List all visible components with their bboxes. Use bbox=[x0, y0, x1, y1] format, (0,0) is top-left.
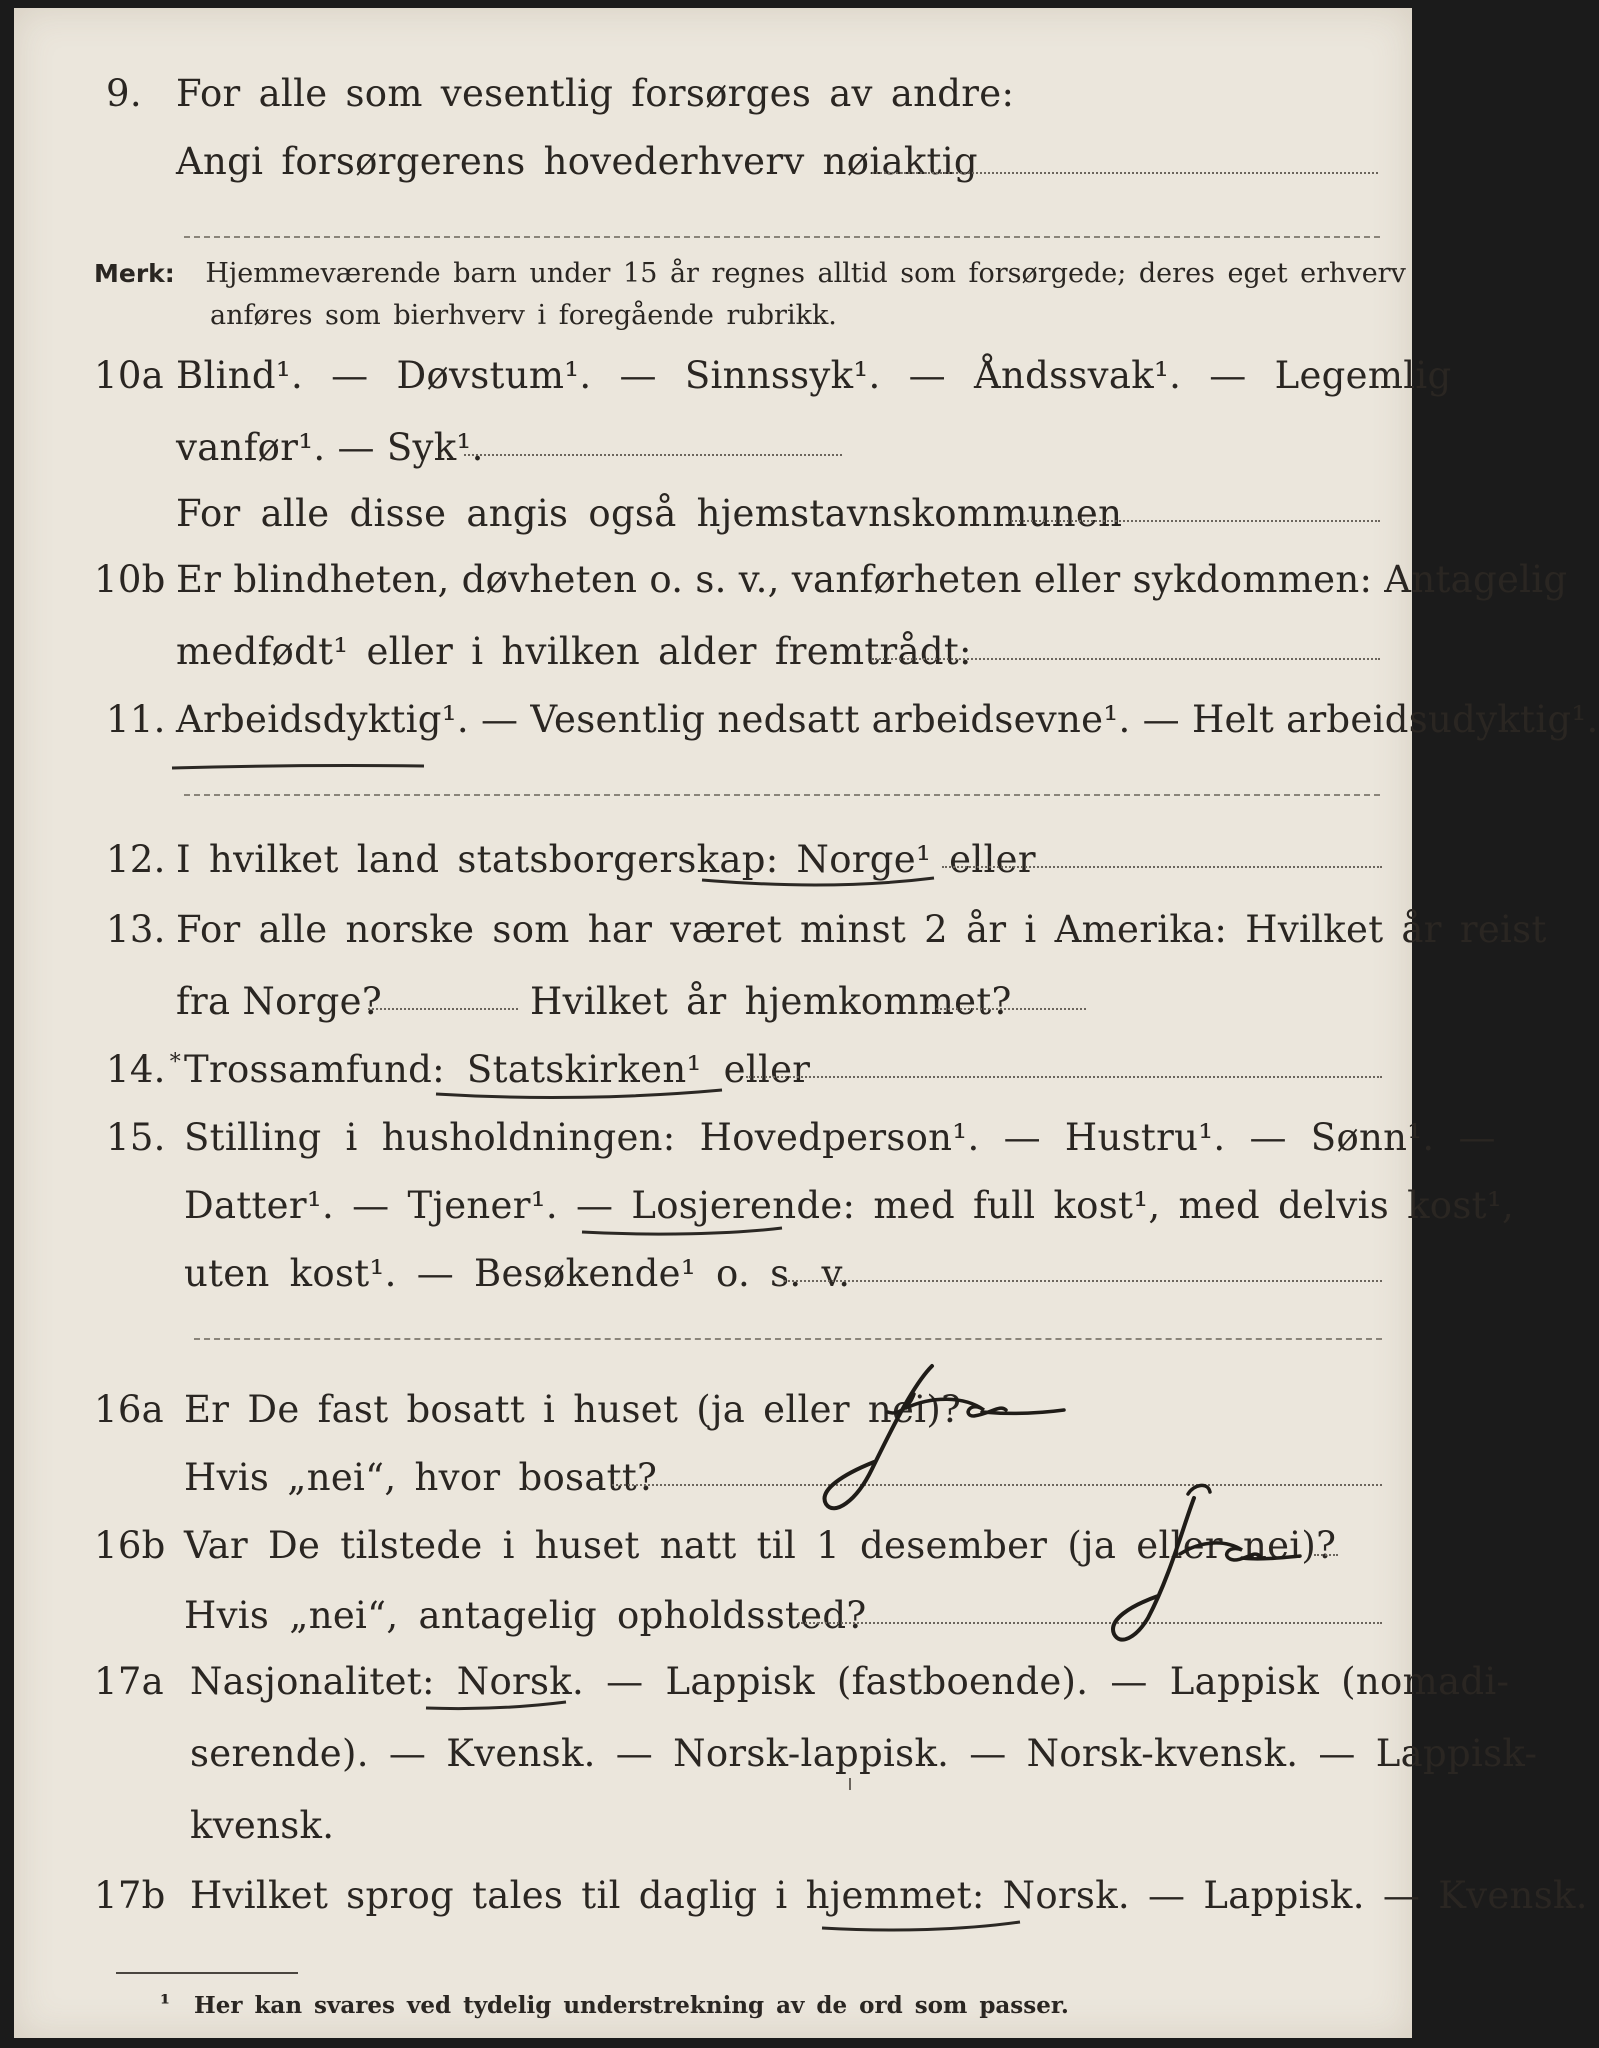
q10a-line1: Blind¹. — Døvstum¹. — Sinnssyk¹. — Åndssvak¹. — Legemlig bbox=[176, 354, 1452, 397]
q10a-line3: For alle disse angis også hjemstavnskommunen bbox=[176, 492, 1123, 535]
q14-number-text: 14. bbox=[106, 1048, 166, 1091]
footnote-text: Her kan svares ved tydelig understrekning av de ord som passer. bbox=[194, 1992, 1069, 2019]
q16a-number: 16a bbox=[94, 1388, 165, 1431]
q11-line1: Arbeidsdyktig¹. — Vesentlig nedsatt arbeidsevne¹. — Helt arbeidsudyktig¹. bbox=[176, 698, 1599, 741]
q12-line1: I hvilket land statsborgerskap: Norge¹ eller bbox=[176, 838, 1036, 881]
q10a-line2: vanfør¹. — Syk¹. bbox=[176, 426, 484, 469]
q16b-number: 16b bbox=[94, 1524, 166, 1567]
q13-line1: For alle norske som har været minst 2 år i Amerika: Hvilket år reist bbox=[176, 908, 1547, 951]
q17b-line1: Hvilket sprog tales til daglig i hjemmet: Norsk. — Lappisk. — Kvensk. bbox=[190, 1874, 1588, 1917]
q17a-line3: kvensk. bbox=[190, 1804, 335, 1847]
q15-number: 15. bbox=[106, 1116, 166, 1159]
footnote-mark: ¹ bbox=[160, 1990, 171, 2017]
q16b-line1: Var De tilstede i huset natt til 1 desember (ja eller nei)? bbox=[184, 1524, 1337, 1567]
q10b-line1: Er blindheten, døvheten o. s. v., vanførheten eller sykdommen: Antagelig bbox=[176, 558, 1568, 601]
census-form-page bbox=[14, 8, 1599, 2038]
q10b-line2: medfødt¹ eller i hvilken alder fremtrådt: bbox=[176, 630, 972, 673]
q14-asterisk: * bbox=[169, 1049, 182, 1075]
q16a-line1: Er De fast bosatt i huset (ja eller nei)? bbox=[184, 1388, 962, 1431]
q16a-line2: Hvis „nei“, hvor bosatt? bbox=[184, 1456, 658, 1499]
merk-label: Merk: bbox=[94, 259, 175, 288]
merk-line1: Hjemmeværende barn under 15 år regnes alltid som forsørgede; deres eget erhverv bbox=[205, 258, 1406, 289]
q10b-number: 10b bbox=[94, 558, 166, 601]
q15-line3: uten kost¹. — Besøkende¹ o. s. v. bbox=[184, 1252, 851, 1295]
q10a-number: 10a bbox=[94, 354, 165, 397]
footnote-rule bbox=[116, 1972, 298, 1974]
merk-line2: anføres som bierhverv i foregående rubrikk. bbox=[210, 300, 837, 331]
q16b-line2: Hvis „nei“, antagelig opholdssted? bbox=[184, 1594, 867, 1637]
q11-number: 11. bbox=[106, 698, 166, 741]
q9-line1: For alle som vesentlig forsørges av andre: bbox=[176, 72, 1015, 115]
q17a-line1: Nasjonalitet: Norsk. — Lappisk (fastboende). — Lappisk (nomadi- bbox=[190, 1660, 1510, 1703]
q13-number: 13. bbox=[106, 908, 166, 951]
q9-line2: Angi forsørgerens hovederhverv nøiaktig bbox=[176, 140, 978, 183]
q9-number: 9. bbox=[106, 72, 142, 115]
q15-line2: Datter¹. — Tjener¹. — Losjerende: med full kost¹, med delvis kost¹, bbox=[184, 1184, 1515, 1227]
q17a-number: 17a bbox=[94, 1660, 165, 1703]
q17a-line2: serende). — Kvensk. — Norsk-lappisk. — Norsk-kvensk. — Lappisk- bbox=[190, 1732, 1538, 1775]
q12-number: 12. bbox=[106, 838, 166, 881]
q13-line2b: Hvilket år hjemkommet? bbox=[530, 980, 1012, 1023]
q15-line1: Stilling i husholdningen: Hovedperson¹. — Hustru¹. — Sønn¹. — bbox=[184, 1116, 1496, 1159]
q17b-number: 17b bbox=[94, 1874, 166, 1917]
q13-line2a: fra Norge? bbox=[176, 980, 382, 1023]
handwritten-underlines bbox=[14, 8, 1412, 2038]
q14-line1: Trossamfund: Statskirken¹ eller bbox=[184, 1048, 811, 1091]
